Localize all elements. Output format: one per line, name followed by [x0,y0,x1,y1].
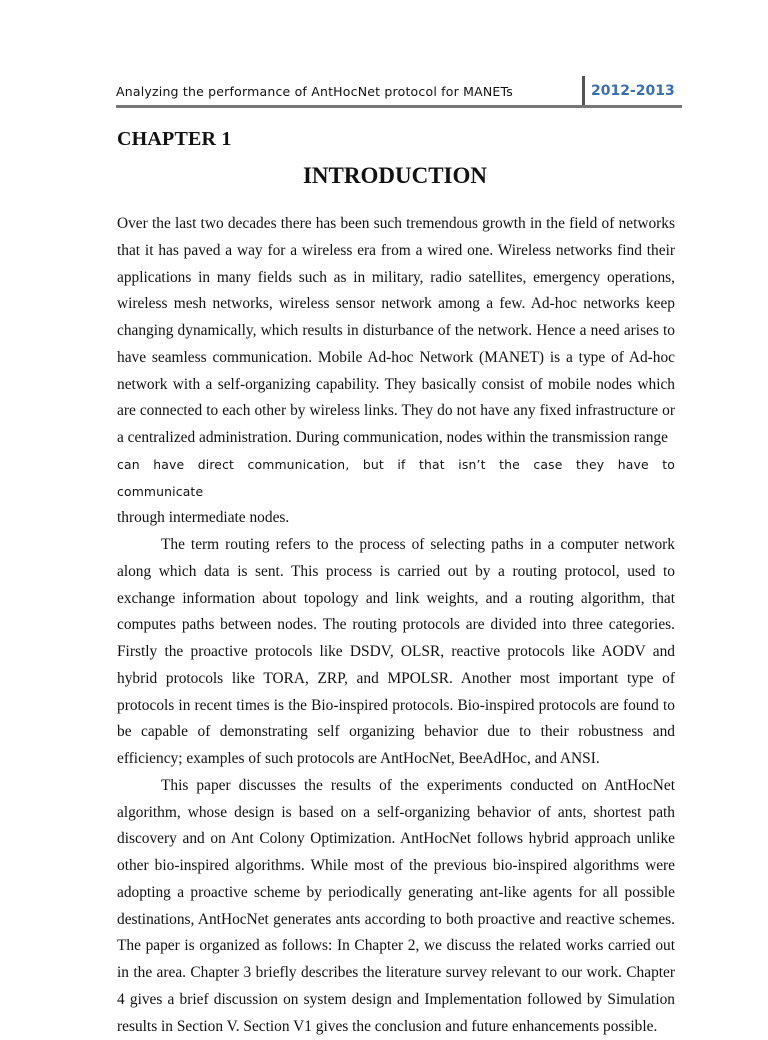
paragraph-3: This paper discusses the results of the experiments conducted on AntHocNet algorithm, whose design is based on a self-organizing behavior of ants, shortest path discovery and on Ant Colony Optimization. AntHocNet follows hybrid approach unlike other bio-inspired algorithms. While most of the previous bio-inspired algorithms were adopting a proactive scheme by periodically generating ant-like agents for all possible destinations, AntHocNet generates ants according to both proactive and reactive schemes. The paper is organized as follows: In Chapter 2, we discuss the related works carried out in the area. Chapter 3 briefly describes the literature survey relevant to our work. Chapter 4 gives a brief discussion on system design and Implementation followed by Simulation results in Section V. Section V1 gives the conclusion and future enhancements possible. [117,776,675,1035]
body-text [117,211,675,1040]
paragraph-1-text: Over the last two decades there has been such tremendous growth in the field of networks that it has paved a way for a wireless era from a wired one. Wireless networks find their applications in many fields such as in military, radio satellites, emergency operations, wireless mesh networks, wireless sensor network among a few. Ad-hoc networks keep changing dynamically, which results in disturbance of the network. Hence a need arises to have seamless communication. Mobile Ad-hoc Network (MANET) is a type of Ad-hoc network with a self-organizing capability. They basically consist of mobile nodes which are connected to each other by wireless links. They do not have any fixed infrastructure or a centralized administration. During communication, nodes within the transmission range [117,215,675,446]
paragraph-1-sans-line: can have direct communication, but if that isn’t the case they have to communicate [117,456,675,499]
header-title: Analyzing the performance of AntHocNet protocol for MANETs [116,84,514,99]
section-title: INTRODUCTION [302,163,488,188]
paragraph-2: The term routing refers to the process of selecting paths in a computer network along which data is sent. This process is carried out by a routing protocol, used to exchange information about topology and link weights, and a routing algorithm, that computes paths between nodes. The routing protocols are divided into three categories. Firstly the proactive protocols like DSDV, OLSR, reactive protocols like AODV and hybrid protocols like TORA, ZRP, and MPOLSR. Another most important type of protocols in recent times is the Bio-inspired protocols. Bio-inspired protocols are found to be capable of demonstrating self organizing behavior due to their robustness and efficiency; examples of such protocols are AntHocNet, BeeAdHoc, and ANSI. [117,536,675,767]
paragraph-1 [117,211,675,532]
chapter-label: CHAPTER 1 [117,128,232,150]
page-header [116,76,682,107]
paragraph-1-tail: through intermediate nodes. [117,509,290,527]
header-rule [116,105,682,108]
header-year: 2012-2013 [591,83,675,99]
header-separator [582,76,585,105]
